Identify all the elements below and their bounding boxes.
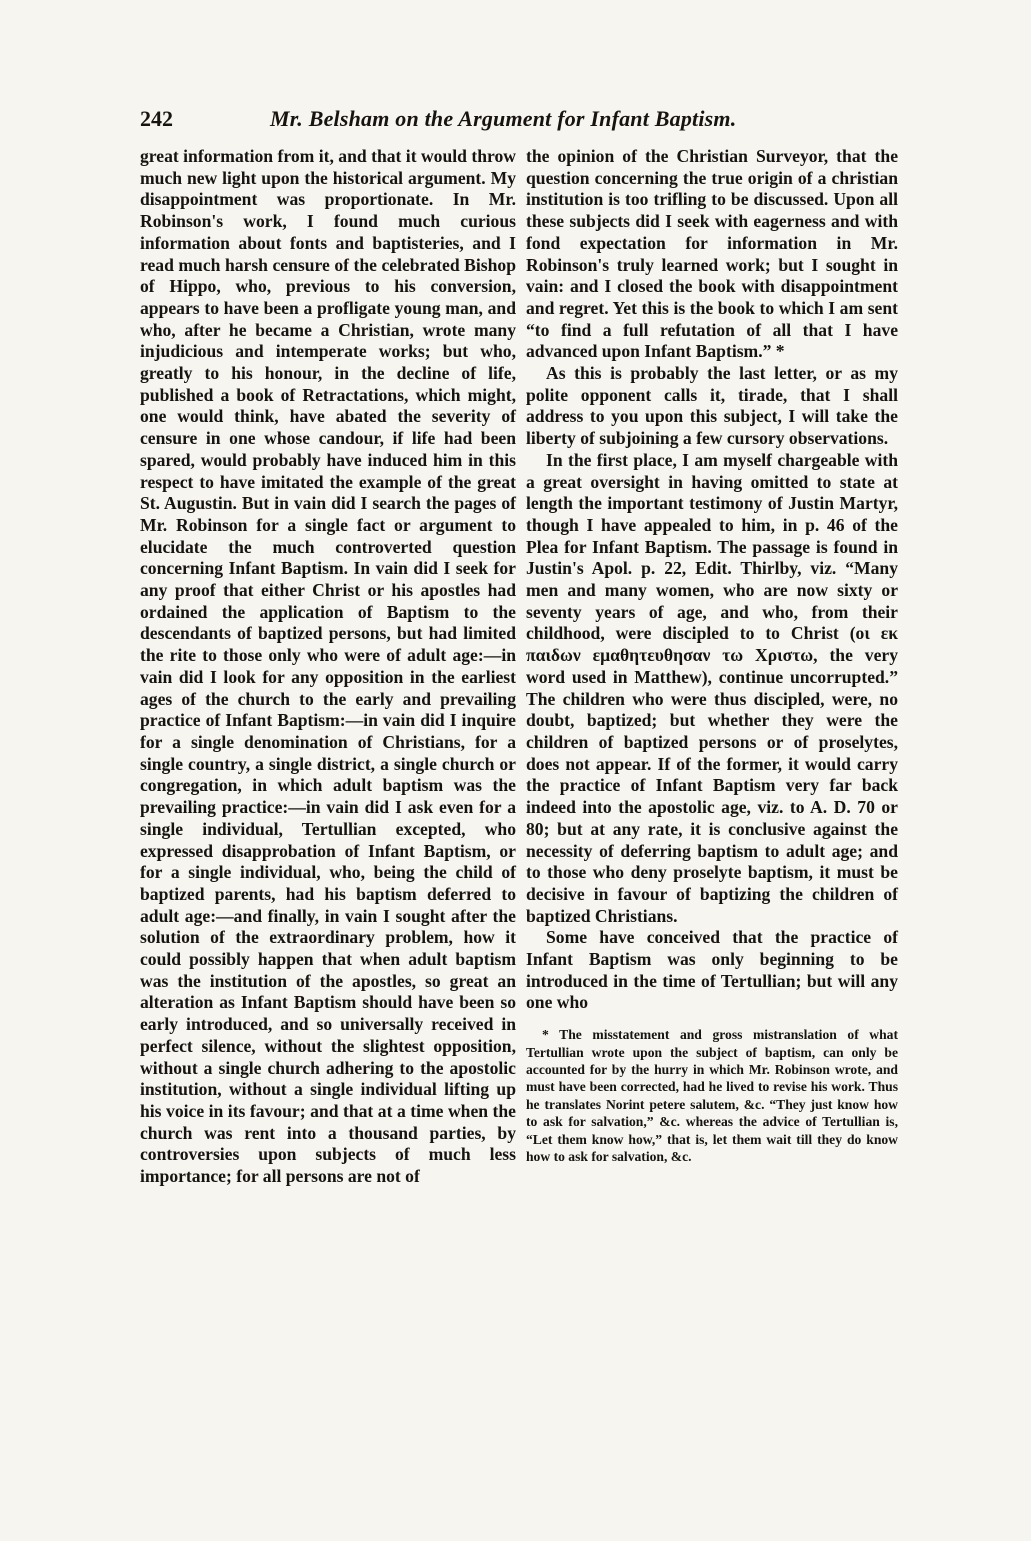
page-header <box>140 104 910 138</box>
left-paragraph-1: great information from it, and that it would throw much new light upon the historical argument. My disappointment was proportionate. In Mr. Robinson's work, I found much curious information about fonts and baptisteries, and I read much harsh censure of the celebrated Bishop of Hippo, who, previous to his conversion, appears to have been a profligate young man, and who, after he became a Christian, wrote many injudicious and intemperate works; but who, greatly to his honour, in the decline of life, published a book of Retractations, which might, one would think, have abated the severity of censure in one whose candour, if life had been spared, would probably have induced him in this respect to have imitated the example of the great St. Augustin. But in vain did I search the pages of Mr. Robinson for a single fact or argument to elucidate the much controverted question concerning Infant Baptism. In vain did I seek for any proof that either Christ or his apostles had ordained the application of Baptism to the descendants of baptized persons, but had limited the rite to those only who were of adult age:—in vain did I look for any opposition in the earliest ages of the church to the early and prevailing practice of Infant Baptism:—in vain did I inquire for a single denomination of Christians, for a single country, a single district, a single church or congregation, in which adult baptism was the prevailing practice:—in vain did I ask even for a single individual, Tertullian excepted, who expressed disapprobation of Infant Baptism, or for a single individual, who, being the child of baptized parents, had his baptism deferred to adult age:—and finally, in vain I sought after the solution of the extraordinary problem, how it could possibly happen that when adult baptism was the institution of the apostles, so great an alteration as Infant Baptism should have been so early introduced, and so universally received in perfect silence, without the slightest opposition, without a single church adhering to the apostolic institution, without a single individual lifting up his voice in its favour; and that at a time when the church was rent into a thousand parties, by controversies upon subjects of much less importance; for all persons are not of <box>140 146 516 1187</box>
right-paragraph-1: the opinion of the Christian Surveyor, that the question concerning the true origin of a christian institution is too trifling to be discussed. Upon all these subjects did I seek with eagerness and with fond expectation for information in Mr. Robinson's truly learned work; but I sought in vain: and I closed the book with disappointment and regret. Yet this is the book to which I am sent “to find a full refutation of all that I have advanced upon Infant Baptism.” * <box>526 146 898 362</box>
right-paragraph-2: As this is probably the last letter, or as my polite opponent calls it, tirade, that I shall address to you upon this subject, I will take the liberty of subjoining a few cursory observations. <box>526 363 898 449</box>
footnote <box>526 1026 898 1165</box>
left-column <box>140 146 516 1188</box>
right-paragraph-3: In the first place, I am myself chargeable with a great oversight in having omitted to state at length the important testimony of Justin Martyr, though I have appealed to him, in p. 46 of the Plea for Infant Baptism. The passage is found in Justin's Apol. p. 22, Edit. Thirlby, viz. “Many men and many women, who are now sixty or seventy years of age, and who, from their childhood, were discipled to to Christ (οι εκ παιδων εμαθητευθησαν τω Χριστω, the very word used in Matthew), continue uncorrupted.” The children who were thus discipled, were, no doubt, baptized; but whether they were the children of baptized persons or of proselytes, does not appear. If of the former, it would carry the practice of Infant Baptism very far back indeed into the apostolic age, viz. to A. D. 70 or 80; but at any rate, it is conclusive against the necessity of deferring baptism to adult age; and to those who deny proselyte baptism, it must be decisive in favour of baptizing the children of baptized Christians. <box>526 449 898 926</box>
footnote-text: * The misstatement and gross mistranslation of what Tertullian wrote upon the subject of baptism, can only be accounted for by the hurry in which Mr. Robinson wrote, and must have been corrected, had he lived to revise his work. Thus he translates Norint petere salutem, &c. “They just know how to ask for salvation,” &c. whereas the advice of Tertullian is, “Let them know how,” that is, let them wait till they do know how to ask for salvation, &c. <box>526 1027 898 1164</box>
page-number: 242 <box>140 106 173 131</box>
right-paragraph-4: Some have conceived that the practice of Infant Baptism was only beginning to be introduced in the time of Tertullian; but will any one who <box>526 927 898 1013</box>
running-title: Mr. Belsham on the Argument for Infant Baptism. <box>270 106 737 131</box>
right-column <box>526 146 898 1165</box>
